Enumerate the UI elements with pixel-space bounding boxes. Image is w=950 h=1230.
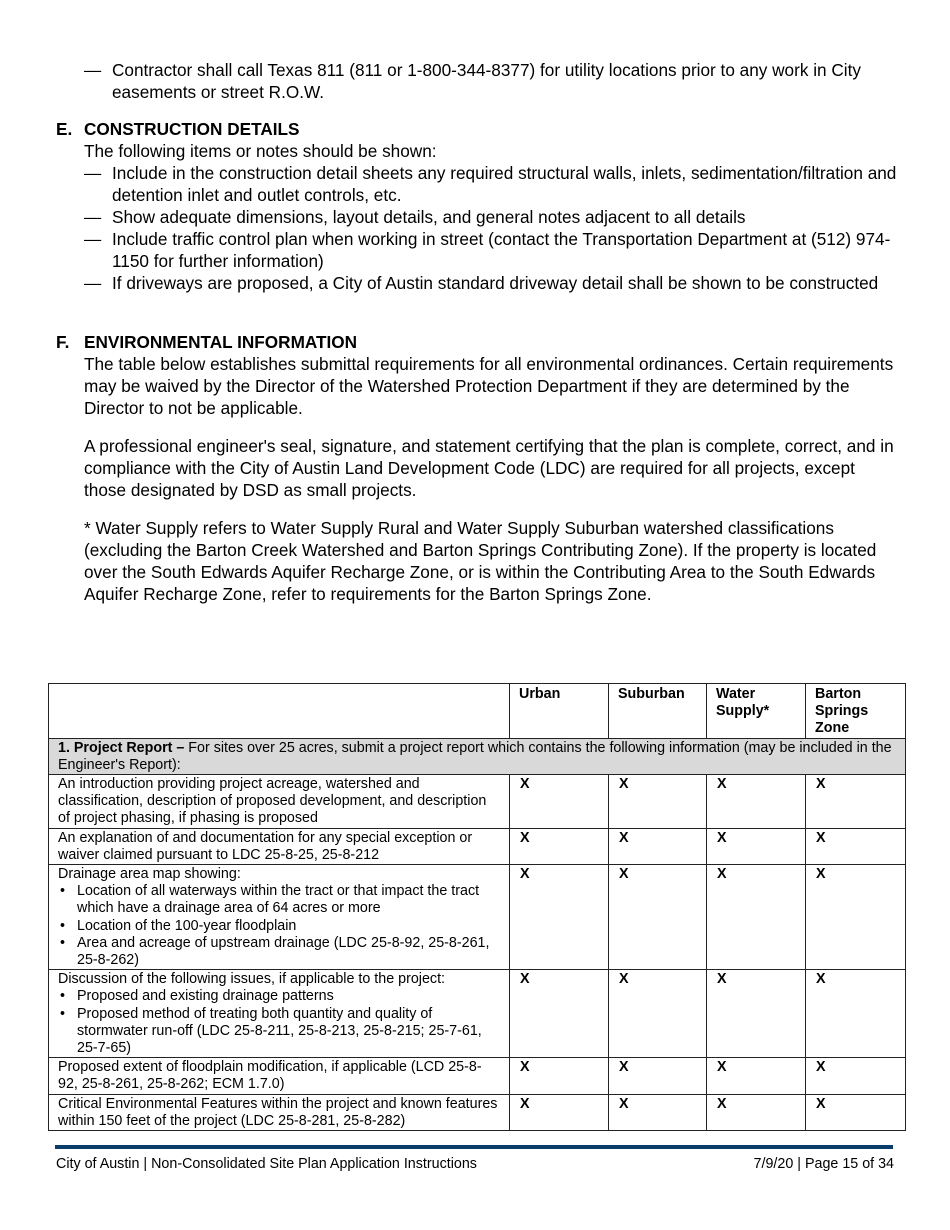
- table-row: Drainage area map showing: • Location of all waterways within the tract or that impact the tract which have a drainage area of 64 acres or more • Location of the 100-year floodplain • Area and acreage of upstream drainage (LDC 25-8-92, 25-8-261, 25-8-262) X X X X: [49, 865, 906, 970]
- header-urban: Urban: [510, 684, 609, 739]
- top-dash-list: [84, 59, 904, 103]
- section-f-heading: F. ENVIRONMENTAL INFORMATION: [56, 332, 358, 352]
- list-item: — Include traffic control plan when working in street (contact the Transportation Department at (512) 974-1150 for further information): [84, 229, 891, 271]
- group-row-project-report: 1. Project Report – For sites over 25 acres, submit a project report which contains the following information (may be included in the Engineer's Report):: [49, 738, 906, 774]
- bullet-icon: •: [60, 917, 66, 934]
- bullet-icon: •: [60, 988, 66, 1005]
- header-suburban: Suburban: [609, 684, 707, 739]
- bullet-icon: •: [60, 1005, 66, 1022]
- header-water-supply: Water Supply*: [707, 684, 806, 739]
- section-e-list: [84, 162, 904, 294]
- bullet-icon: •: [60, 883, 66, 900]
- table-row: An explanation of and documentation for any special exception or waiver claimed pursuant to LDC 25-8-25, 25-8-212 X X X X: [49, 828, 906, 864]
- dash-marker: —: [84, 60, 102, 80]
- table-row: An introduction providing project acreage, watershed and classification, description of proposed development, and description of project phasing, if phasing is proposed X X X X: [49, 775, 906, 829]
- header-blank: [49, 684, 510, 739]
- table-row: Critical Environmental Features within the project and known features within 150 feet of the project (LDC 25-8-281, 25-8-282) X X X X: [49, 1094, 906, 1130]
- section-f-paragraph-3: * Water Supply refers to Water Supply Rural and Water Supply Suburban watershed classifications (excluding the Barton Creek Watershed and Barton Springs Contributing Zone). If the property is located over the South Edwards Aquifer Recharge Zone, or is within the Contributing Area to the South Edwards Aquifer Recharge Zone, refer to requirements for the Barton Springs Zone.: [84, 518, 877, 604]
- table-header-row: [49, 684, 906, 739]
- list-item: — If driveways are proposed, a City of Austin standard driveway detail shall be shown to be constructed: [84, 273, 879, 293]
- list-item: — Include in the construction detail sheets any required structural walls, inlets, sedimentation/filtration and detention inlet and outlet controls, etc.: [84, 163, 897, 205]
- environmental-requirements-table: [48, 683, 906, 1131]
- bullet-icon: •: [60, 934, 66, 951]
- table-row: Discussion of the following issues, if applicable to the project: • Proposed and existing drainage patterns • Proposed method of treating both quantity and quality of stormwater run-off (LDC 25-8-211, 25-8-213, 25-8-215; 25-7-61, 25-7-65) X X X X: [49, 970, 906, 1058]
- bullet-list: • Location of all waterways within the tract or that impact the tract which have a drainage area of 64 acres or more • Location of the 100-year floodplain • Area and acreage of upstream drainage (LDC 25-8-92, 25-8-261, 25-8-262): [60, 883, 490, 969]
- section-e-heading: E. CONSTRUCTION DETAILS: [56, 119, 300, 139]
- header-barton-springs: Barton Springs Zone: [806, 684, 906, 739]
- section-f-paragraph-1: The table below establishes submittal requirements for all environmental ordinances. Certain requirements may be waived by the Director of the Watershed Protection Department if they are determined by the Director to not be applicable.: [84, 354, 894, 418]
- section-f-paragraph-2: A professional engineer's seal, signature, and statement certifying that the plan is complete, correct, and in compliance with the City of Austin Land Development Code (LDC) are required for all projects, except those designated by DSD as small projects.: [84, 436, 894, 500]
- footer-document-title: City of Austin | Non-Consolidated Site Plan Application Instructions: [56, 1156, 477, 1172]
- list-item: — Show adequate dimensions, layout details, and general notes adjacent to all details: [84, 207, 746, 227]
- section-e-intro: The following items or notes should be shown:: [84, 141, 437, 161]
- bullet-list: • Proposed and existing drainage patterns • Proposed method of treating both quantity and quality of stormwater run-off (LDC 25-8-211, 25-8-213, 25-8-215; 25-7-61, 25-7-65): [60, 988, 482, 1057]
- list-item: — Contractor shall call Texas 811 (811 or 1-800-344-8377) for utility locations prior to any work in City easements or street R.O.W.: [84, 60, 861, 102]
- table-row: Proposed extent of floodplain modification, if applicable (LCD 25-8-92, 25-8-261, 25-8-262; ECM 1.7.0) X X X X: [49, 1058, 906, 1094]
- footer-divider: [55, 1145, 893, 1149]
- footer-date-page: 7/9/20 | Page 15 of 34: [753, 1156, 894, 1172]
